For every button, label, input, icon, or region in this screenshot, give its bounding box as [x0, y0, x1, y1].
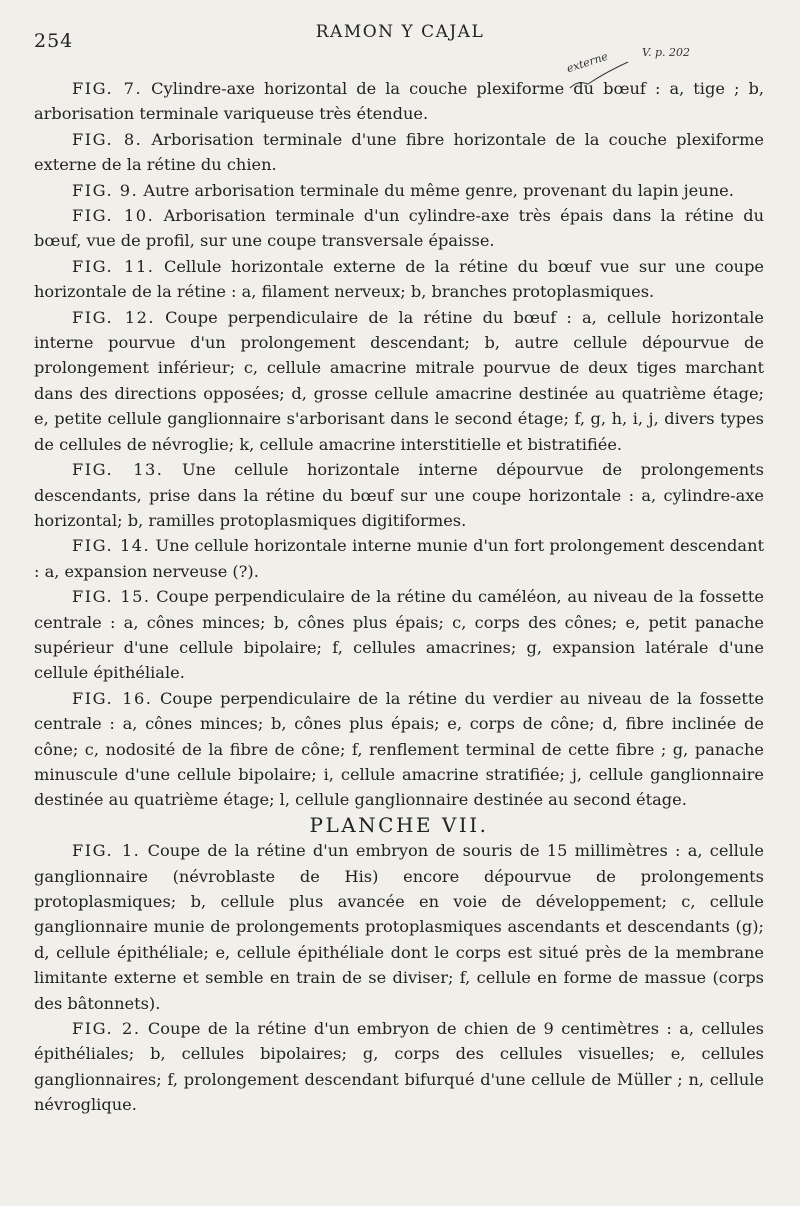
caption-text: Une cellule horizontale interne munie d'un fort prolongement descendant : a, expansion nerveuse (?). — [34, 536, 765, 581]
captions-after — [34, 838, 764, 1117]
caption-text: Coupe de la rétine d'un embryon de chien de 9 centimètres : a, cellules épithéliales; b, cellules bipolaires; g, corps des cellules visuelles; e, cellules ganglionnaires; f, prolongement descendant bifurqué d'une cellule de Müller ; n, cellule névroglique. — [34, 1019, 764, 1115]
figure-label: FIG. 10. — [72, 206, 155, 226]
figure-label: FIG. 1. — [72, 841, 141, 861]
annotation-reference: V. p. 202 — [642, 46, 691, 59]
figure-caption — [34, 838, 764, 1016]
figure-label: FIG. 8. — [72, 129, 143, 149]
figure-label: FIG. 12. — [72, 307, 156, 327]
figure-caption — [34, 254, 764, 305]
caption-text: Une cellule horizontale interne dépourvue de prolongements descendants, prise dans la rétine du bœuf sur une coupe horizontale : a, cylindre-axe horizontal; b, ramilles protoplasmiques digitiformes. — [34, 460, 764, 530]
caption-text: Arborisation terminale d'un cylindre-axe très épais dans la rétine du bœuf, vue de profil, sur une coupe transversale épaisse. — [34, 206, 764, 251]
figure-caption — [34, 686, 764, 813]
figure-label: FIG. 11. — [72, 256, 155, 276]
figure-caption — [34, 533, 764, 584]
caption-text: Coupe perpendiculaire de la rétine du verdier au niveau de la fossette centrale : a, cônes minces; b, cônes plus épais; e, corps de cône; d, fibre inclinée de cône; c, nodosité de la fibre de cône; f, renflement terminal de cette fibre ; g, panache minuscule d'une cellule bipolaire; i, cellule amacrine stratifiée; j, cellule ganglionnaire destinée au quatrième étage; l, cellule ganglionnaire destinée au second étage. — [34, 688, 765, 810]
figure-label: FIG. 15. — [72, 587, 151, 607]
caption-text: Arborisation terminale d'une fibre horizontale de la couche plexiforme externe de la rétine du chien. — [34, 129, 765, 175]
figure-caption — [34, 584, 764, 686]
captions-before — [34, 76, 764, 813]
caption-text: Coupe de la rétine d'un embryon de souris de 15 millimètres : a, cellule ganglionnaire (névroblaste de His) encore dépourvue de prolongements protoplasmiques; b, cellule plus avancée en voie de développement; c, cellule ganglionnaire munie de prolongements protoplasmiques ascendants et descendants (g); d, cellule épithéliale; e, cellule épithéliale dont le corps est situé près de la membrane limitante externe et semble en train de se diviser; f, cellule en forme de massue (corps des bâtonnets). — [34, 841, 764, 1013]
figure-label: FIG. 9. — [72, 180, 139, 200]
figure-caption — [34, 305, 764, 457]
figure-label: FIG. 14. — [72, 536, 151, 556]
caption-text: Autre arborisation terminale du même genre, provenant du lapin jeune. — [143, 180, 734, 200]
caption-text: Cylindre-axe horizontal de la couche plexiforme du bœuf : a, tige ; b, arborisation terminale variqueuse très étendue. — [34, 79, 764, 124]
plate-title: PLANCHE VII. — [309, 812, 489, 837]
caption-text: Coupe perpendiculaire de la rétine du bœuf : a, cellule horizontale interne pourvue d'un prolongement descendant; b, autre cellule dépourvue de prolongement inférieur; c, cellule amacrine mitrale pourvue de deux tiges marchant dans des directions opposées; d, grosse cellule amacrine destinée au quatrième étage; e, petite cellule ganglionnaire s'arborisant dans le second étage; f, g, h, i, j, divers types de cellules de névroglie; k, cellule amacrine interstitielle et bistratifiée. — [34, 307, 764, 454]
figure-caption — [34, 178, 764, 203]
figure-caption — [34, 457, 764, 533]
running-head: RAMON Y CAJAL — [315, 22, 485, 42]
page-number: 254 — [34, 30, 74, 52]
figure-caption — [34, 203, 764, 254]
figure-label: FIG. 2. — [72, 1019, 141, 1039]
caption-text: Coupe perpendiculaire de la rétine du caméléon, au niveau de la fossette centrale : a, cônes minces; b, cônes plus épais; c, corps des cônes; e, petit panache supérieur d'une cellule bipolaire; f, cellules amacrines; g, expansion latérale d'une cellule épithéliale. — [34, 587, 764, 683]
figure-caption — [34, 76, 764, 127]
figure-label: FIG. 7. — [72, 79, 143, 98]
figure-label: FIG. 13. — [72, 460, 164, 480]
annotation-word: externe — [565, 49, 610, 76]
figure-label: FIG. 16. — [72, 688, 153, 708]
caption-text: Cellule horizontale externe de la rétine du bœuf vue sur une coupe horizontale de la rétine : a, filament nerveux; b, branches protoplasmiques. — [34, 256, 765, 302]
body-text — [34, 76, 764, 1118]
figure-caption — [34, 1016, 764, 1118]
figure-caption — [34, 127, 764, 178]
